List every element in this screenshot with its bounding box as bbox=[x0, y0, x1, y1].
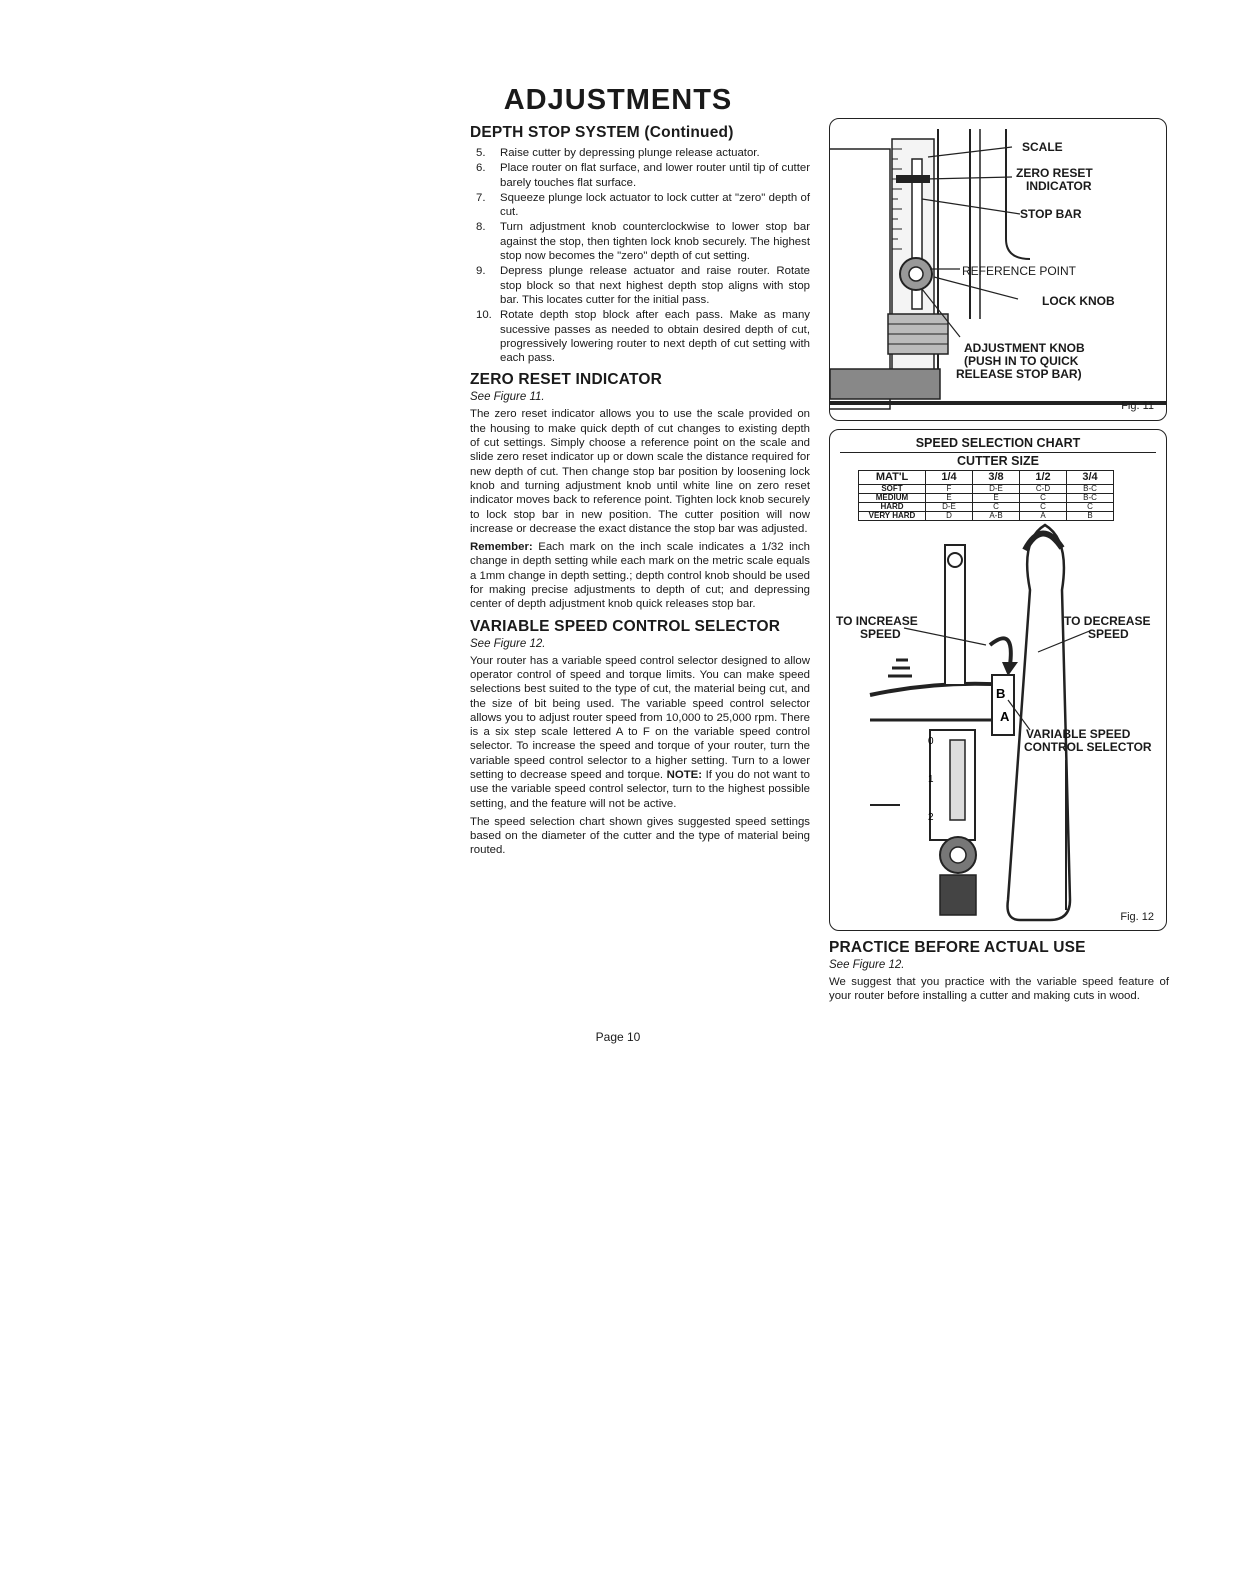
table-cell: D bbox=[926, 512, 973, 521]
table-cell: C bbox=[1020, 494, 1067, 503]
step-text: Raise cutter by depressing plunge release actuator. bbox=[500, 147, 760, 159]
list-item bbox=[470, 220, 810, 263]
remember-text: Each mark on the inch scale indicates a 1/32 inch change in depth setting while each mark on the metric scale equals a 1mm change in depth setting.; depth control knob should be used for making precise adjustments to depth of cut; and depressing center of depth adjustment knob quick releases stop bar. bbox=[470, 541, 810, 611]
table-cell: A-B bbox=[973, 512, 1020, 521]
callout-reference-point: REFERENCE POINT bbox=[962, 264, 1077, 278]
left-column bbox=[470, 124, 810, 862]
callout-to-decrease: TO DECREASE bbox=[1064, 614, 1151, 628]
fig12-label: Fig. 12 bbox=[1120, 911, 1154, 923]
table-cell: B-C bbox=[1067, 485, 1114, 494]
router-speed-illustration bbox=[830, 430, 1166, 930]
step-number: 9. bbox=[476, 265, 486, 278]
table-header: MAT'L bbox=[859, 471, 926, 485]
list-item bbox=[470, 308, 810, 365]
callout-adjustment-knob-2: (PUSH IN TO QUICK bbox=[964, 354, 1079, 368]
speed-chart-paragraph: The speed selection chart shown gives suggested speed settings based on the diameter of the cutter and the type of material being routed. bbox=[470, 815, 810, 857]
table-cell: C bbox=[1020, 503, 1067, 512]
list-item bbox=[470, 146, 810, 160]
table-cell: C bbox=[973, 503, 1020, 512]
variable-speed-see-figure: See Figure 12. bbox=[470, 637, 546, 650]
callout-zero-reset-2: INDICATOR bbox=[1026, 179, 1092, 193]
table-cell: D-E bbox=[973, 485, 1020, 494]
remember-label: Remember: bbox=[470, 541, 533, 554]
right-column bbox=[829, 118, 1169, 1008]
table-header: 3/8 bbox=[973, 471, 1020, 485]
step-number: 5. bbox=[476, 147, 486, 159]
figure-12 bbox=[829, 429, 1167, 931]
list-item bbox=[470, 264, 810, 307]
table-cell: HARD bbox=[859, 503, 926, 512]
table-cell: E bbox=[926, 494, 973, 503]
callout-scale: SCALE bbox=[1022, 140, 1063, 154]
speed-chart-subtitle: CUTTER SIZE bbox=[957, 454, 1039, 468]
table-cell: C bbox=[1067, 503, 1114, 512]
table-cell: C-D bbox=[1020, 485, 1067, 494]
dial-letter-b: B bbox=[996, 686, 1006, 701]
table-cell: D-E bbox=[926, 503, 973, 512]
table-cell: F bbox=[926, 485, 973, 494]
table-cell: SOFT bbox=[859, 485, 926, 494]
variable-speed-paragraph bbox=[470, 654, 810, 811]
callout-to-increase: TO INCREASE bbox=[836, 614, 918, 628]
list-item bbox=[470, 161, 810, 190]
zero-reset-paragraph: The zero reset indicator allows you to use the scale provided on the housing to make quick depth of cut changes to existing depth of cut settings. Simply choose a reference point on the scale and slide zero reset indicator up or down scale the distance required for new depth of cut. Then change stop bar position by loosening lock knob and turning adjustment knob until white line on zero reset indicator moves back to reference point. Tighten lock knob securely to lock stop bar in new position. The cutter position will now increase or decrease the exact distance the stop bar was adjusted. bbox=[470, 408, 810, 535]
practice-heading: PRACTICE BEFORE ACTUAL USE bbox=[829, 939, 1086, 956]
step-text: Place router on flat surface, and lower router until tip of cutter barely touches flat surface. bbox=[500, 162, 810, 189]
speed-chart-title: SPEED SELECTION CHART bbox=[840, 436, 1156, 453]
step-number: 6. bbox=[476, 162, 486, 175]
callout-adjustment-knob-3: RELEASE STOP BAR) bbox=[956, 367, 1082, 381]
fig11-label: Fig. 11 bbox=[1121, 400, 1154, 412]
practice-paragraph: We suggest that you practice with the variable speed feature of your router before installing a cutter and making cuts in wood. bbox=[829, 976, 1169, 1003]
variable-speed-text-a: Your router has a variable speed control selector designed to allow operator control of speed and torque limits. You can make speed selections best suited to the type of cut, the material being cut, and the size of bit being used. The variable speed control selector allows you to adjust router speed from 10,000 to 25,000 rpm. There is a six step scale lettered A to F on the variable speed control selector. To increase the speed and torque of your router, turn the variable speed control selector to a higher setting. Turn to a lower setting to decrease speed and torque. bbox=[470, 654, 810, 781]
callout-stop-bar: STOP BAR bbox=[1020, 207, 1082, 221]
scale-mark-0: 0 bbox=[928, 736, 934, 747]
page-number: Page 10 bbox=[595, 1030, 641, 1044]
variable-speed-text-b: If you do not want to use the variable speed control selector, turn to the highest possible setting, and the feature will not be active. bbox=[470, 768, 810, 810]
scale-mark-1: 1 bbox=[928, 774, 934, 785]
callout-to-increase-2: SPEED bbox=[860, 627, 901, 641]
table-cell: A bbox=[1020, 512, 1067, 521]
note-label: NOTE: bbox=[666, 768, 703, 781]
table-cell: MEDIUM bbox=[859, 494, 926, 503]
callout-control-selector: CONTROL SELECTOR bbox=[1024, 740, 1152, 754]
table-cell: E bbox=[973, 494, 1020, 503]
step-text: Depress plunge release actuator and raise router. Rotate stop block so that next highest depth stop aligns with stop bar. This locates cutter for the initial pass. bbox=[500, 265, 810, 306]
step-number: 8. bbox=[476, 221, 486, 234]
callout-lock-knob: LOCK KNOB bbox=[1042, 294, 1115, 308]
practice-see-figure: See Figure 12. bbox=[829, 959, 905, 971]
callout-variable-speed: VARIABLE SPEED bbox=[1026, 727, 1131, 741]
depth-stop-steps bbox=[470, 146, 810, 365]
table-header: 3/4 bbox=[1067, 471, 1114, 485]
callout-adjustment-knob: ADJUSTMENT KNOB bbox=[964, 341, 1085, 355]
table-cell: B-C bbox=[1067, 494, 1114, 503]
dial-letter-a: A bbox=[1000, 709, 1010, 724]
table-cell: B bbox=[1067, 512, 1114, 521]
table-cell: VERY HARD bbox=[859, 512, 926, 521]
step-number: 7. bbox=[476, 191, 486, 204]
remember-paragraph bbox=[470, 540, 810, 611]
zero-reset-see-figure: See Figure 11. bbox=[470, 391, 545, 404]
step-text: Turn adjustment knob counterclockwise to lower stop bar against the stop, then tighten lock knob securely. The highest stop now becomes the "zero" depth of cut setting. bbox=[500, 221, 810, 263]
variable-speed-heading: VARIABLE SPEED CONTROL SELECTOR bbox=[470, 617, 781, 635]
list-item bbox=[470, 191, 810, 220]
table-header: 1/4 bbox=[926, 471, 973, 485]
scale-mark-2: 2 bbox=[928, 812, 934, 823]
zero-reset-heading: ZERO RESET INDICATOR bbox=[470, 371, 663, 389]
step-number: 10. bbox=[476, 309, 492, 322]
callout-zero-reset: ZERO RESET bbox=[1016, 166, 1093, 180]
figure-11 bbox=[829, 118, 1167, 421]
callout-to-decrease-2: SPEED bbox=[1088, 627, 1129, 641]
depth-stop-heading: DEPTH STOP SYSTEM (Continued) bbox=[470, 124, 734, 141]
step-text: Rotate depth stop block after each pass. Make as many sucessive passes as needed to obtain desired depth of cut, progressively lowering router to next depth of cut setting with each pass. bbox=[500, 309, 810, 365]
page-title: ADJUSTMENTS bbox=[503, 84, 733, 116]
table-header: 1/2 bbox=[1020, 471, 1067, 485]
step-text: Squeeze plunge lock actuator to lock cutter at "zero" depth of cut. bbox=[500, 191, 810, 219]
